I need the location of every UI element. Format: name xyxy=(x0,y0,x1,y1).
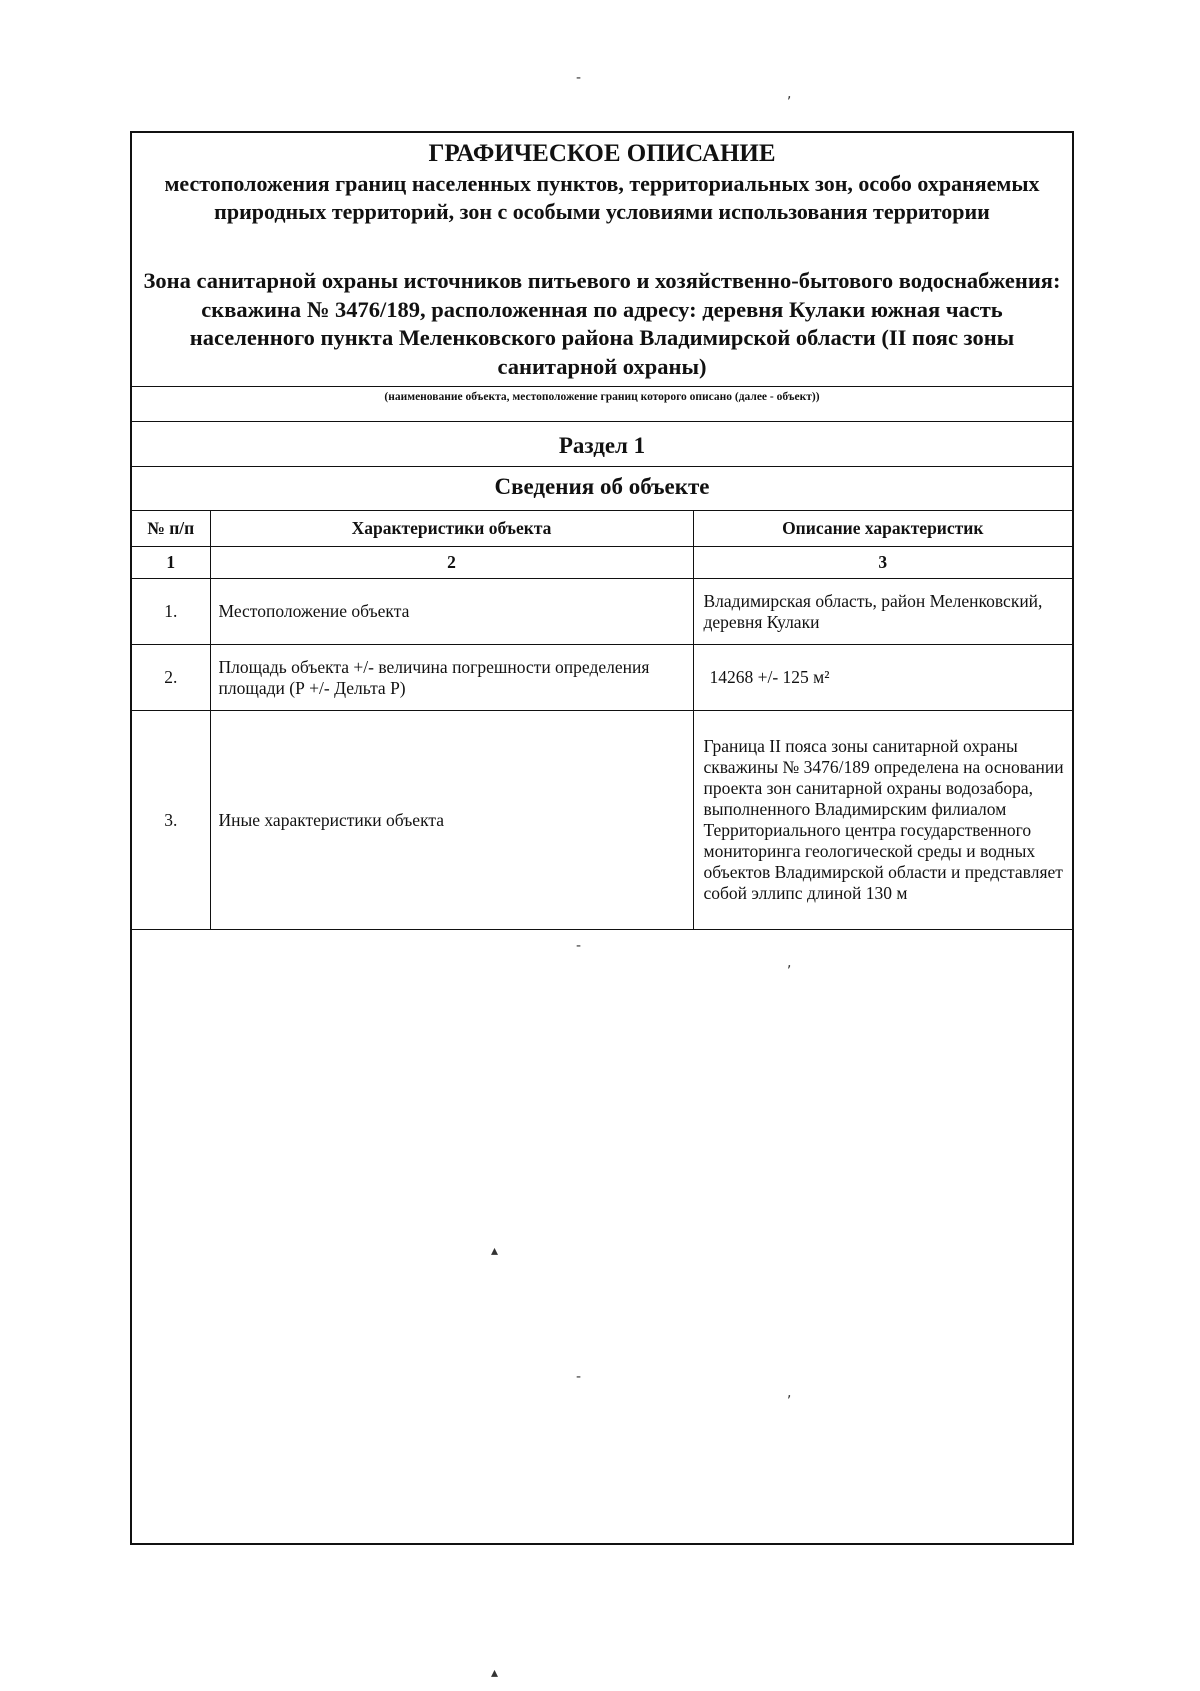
row-characteristic: Местоположение объекта xyxy=(210,579,693,645)
table-row xyxy=(132,711,1072,930)
row-number: 2. xyxy=(132,645,210,711)
object-caption: (наименование объекта, местоположение границ которого описано (далее - объект)) xyxy=(384,391,820,403)
column-number-row xyxy=(132,547,1072,579)
divider xyxy=(132,421,1072,422)
column-number: 2 xyxy=(210,547,693,579)
column-number: 1 xyxy=(132,547,210,579)
row-number: 3. xyxy=(132,711,210,930)
column-header: Характеристики объекта xyxy=(210,511,693,547)
document-header xyxy=(132,133,1072,386)
table-row xyxy=(132,579,1072,645)
object-info-table xyxy=(132,510,1072,930)
document-title: ГРАФИЧЕСКОЕ ОПИСАНИЕ xyxy=(428,140,776,167)
scan-speck: - xyxy=(576,938,582,954)
scan-speck: , xyxy=(787,1385,792,1401)
object-name: Зона санитарной охраны источников питьевого и хозяйственно-бытового водоснабжения: скважина № 3476/189, расположенная по адресу: деревня Кулаки южная часть населенного пункта Меленковского района Владимирской области (II пояс зоны санитарной охраны) xyxy=(143,268,1061,379)
section-title: Сведения об объекте xyxy=(494,474,710,499)
divider xyxy=(132,386,1072,387)
row-description: 14268 +/- 125 м² xyxy=(693,645,1072,711)
document-frame xyxy=(130,131,1074,1545)
scan-speck: , xyxy=(787,955,792,971)
document-subtitle: местоположения границ населенных пунктов, территориальных зон, особо охраняемых природных территорий, зон с особыми условиями использования территории xyxy=(164,171,1040,224)
section-label: Раздел 1 xyxy=(558,433,646,458)
scan-speck: ▴ xyxy=(491,1243,499,1259)
row-characteristic: Площадь объекта +/- величина погрешности определения площади (Р +/- Дельта Р) xyxy=(210,645,693,711)
table-row xyxy=(132,645,1072,711)
column-header: № п/п xyxy=(132,511,210,547)
scan-speck: , xyxy=(787,86,792,102)
row-description: Владимирская область, район Меленковский, деревня Кулаки xyxy=(693,579,1072,645)
scan-speck: ▴ xyxy=(491,1665,499,1681)
column-number: 3 xyxy=(693,547,1072,579)
scan-speck: - xyxy=(576,1369,582,1385)
row-characteristic: Иные характеристики объекта xyxy=(210,711,693,930)
table-header-row xyxy=(132,511,1072,547)
scan-speck: - xyxy=(576,70,582,86)
column-header: Описание характеристик xyxy=(693,511,1072,547)
divider xyxy=(132,466,1072,467)
row-number: 1. xyxy=(132,579,210,645)
row-description: Граница II пояса зоны санитарной охраны скважины № 3476/189 определена на основании проекта зон санитарной охраны водозабора, выполненного Владимирским филиалом Территориального центра государственного мониторинга геологической среды и водных объектов Владимирской области и представляет собой эллипс длиной 130 м xyxy=(693,711,1072,930)
